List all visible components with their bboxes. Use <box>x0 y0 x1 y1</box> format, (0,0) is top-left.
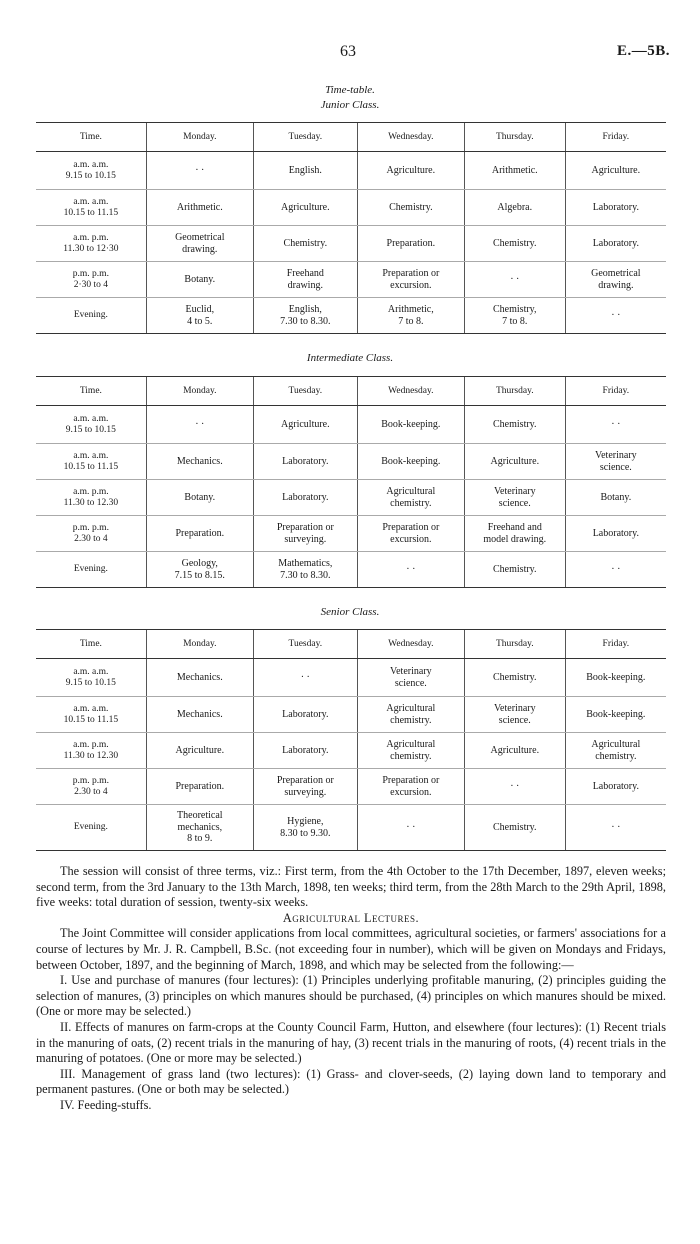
schedule-cell: · · <box>565 805 666 851</box>
table-row <box>36 769 666 805</box>
schedule-cell: Preparation or surveying. <box>253 769 357 805</box>
schedule-cell: English. <box>253 152 357 190</box>
schedule-cell: Geometrical drawing. <box>565 262 666 298</box>
schedule-cell: Hygiene, 8.30 to 9.30. <box>253 805 357 851</box>
column-header: Thursday. <box>464 630 565 659</box>
time-cell: p.m. p.m. 2.30 to 4 <box>36 516 146 552</box>
column-header: Tuesday. <box>253 630 357 659</box>
table-row <box>36 697 666 733</box>
column-header: Tuesday. <box>253 123 357 152</box>
table-row <box>36 516 666 552</box>
table-row <box>36 805 666 851</box>
schedule-cell: Mechanics. <box>146 697 253 733</box>
intermediate-class-caption: Intermediate Class. <box>306 352 394 364</box>
senior-class-table <box>36 629 666 851</box>
schedule-cell: Chemistry. <box>464 406 565 444</box>
schedule-cell: Theoretical mechanics, 8 to 9. <box>146 805 253 851</box>
document-reference: E.—5B. <box>616 43 670 59</box>
lecture-item-3: III. Management of grass land (two lectures): (1) Grass- and clover-seeds, (2) laying down land to temporary and permanent pastures. (One or both may be selected.) <box>36 1066 666 1097</box>
time-cell: p.m. p.m. 2.30 to 4 <box>36 769 146 805</box>
committee-paragraph: The Joint Committee will consider applications from local committees, agricultural societies, or farmers' associations for a course of lectures by Mr. J. R. Campbell, B.Sc. (not exceeding four in number), which will be given on Mondays and Fridays, between October, 1897, and the beginning of March, 1898, and which may be selected from the following:— <box>36 926 666 972</box>
schedule-cell: Laboratory. <box>253 480 357 516</box>
junior-class-caption: Junior Class. <box>320 99 380 111</box>
time-cell: a.m. a.m. 9.15 to 10.15 <box>36 659 146 697</box>
schedule-cell: Veterinary science. <box>464 480 565 516</box>
time-cell: a.m. p.m. 11.30 to 12.30 <box>36 733 146 769</box>
schedule-cell: · · <box>146 406 253 444</box>
schedule-cell: Freehand and model drawing. <box>464 516 565 552</box>
table-row <box>36 152 666 190</box>
column-header: Monday. <box>146 377 253 406</box>
table-row <box>36 444 666 480</box>
schedule-cell: Veterinary science. <box>357 659 464 697</box>
schedule-cell: Chemistry. <box>464 659 565 697</box>
schedule-cell: Preparation. <box>146 516 253 552</box>
time-cell: a.m. p.m. 11.30 to 12·30 <box>36 226 146 262</box>
table-row <box>36 190 666 226</box>
time-cell: a.m. a.m. 10.15 to 11.15 <box>36 444 146 480</box>
schedule-cell: Chemistry, 7 to 8. <box>464 298 565 334</box>
schedule-cell: Preparation or excursion. <box>357 262 464 298</box>
schedule-cell: Book-keeping. <box>565 659 666 697</box>
lecture-item-2: II. Effects of manures on farm-crops at the County Council Farm, Hutton, and elsewhere (four lectures): (1) Recent trials in the manuring of oats, (2) recent trials in the manuring of hay, (3) recent trials in the manuring of roots, (4) recent trials in the manuring of potatoes. (One or more may be selected.) <box>36 1019 666 1066</box>
schedule-cell: Agriculture. <box>464 733 565 769</box>
schedule-cell: Preparation. <box>357 226 464 262</box>
schedule-cell: Laboratory. <box>565 516 666 552</box>
time-cell: p.m. p.m. 2·30 to 4 <box>36 262 146 298</box>
column-header: Time. <box>36 630 146 659</box>
schedule-cell: · · <box>565 552 666 588</box>
schedule-cell: Agricultural chemistry. <box>357 733 464 769</box>
schedule-cell: · · <box>565 406 666 444</box>
table-row <box>36 480 666 516</box>
schedule-cell: Geometrical drawing. <box>146 226 253 262</box>
schedule-cell: Agricultural chemistry. <box>357 697 464 733</box>
schedule-cell: · · <box>464 769 565 805</box>
schedule-cell: Chemistry. <box>464 552 565 588</box>
schedule-cell: Chemistry. <box>464 226 565 262</box>
schedule-cell: Arithmetic, 7 to 8. <box>357 298 464 334</box>
schedule-cell: Laboratory. <box>253 697 357 733</box>
lecture-item-1: I. Use and purchase of manures (four lectures): (1) Principles underlying profitable manuring, (2) principles guiding the selection of manures, (3) principles on which manures should be purchased, (4) principles on which manures should be mixed. (One or more may be selected.) <box>36 973 666 1019</box>
time-cell: a.m. a.m. 9.15 to 10.15 <box>36 406 146 444</box>
timetable-title: Time-table. <box>325 84 375 96</box>
table-row <box>36 659 666 697</box>
time-cell: a.m. p.m. 11.30 to 12.30 <box>36 480 146 516</box>
column-header: Friday. <box>565 630 666 659</box>
schedule-cell: Agriculture. <box>464 444 565 480</box>
section-heading: Agricultural Lectures. <box>282 910 420 925</box>
column-header: Tuesday. <box>253 377 357 406</box>
column-header: Friday. <box>565 123 666 152</box>
schedule-cell: Book-keeping. <box>357 406 464 444</box>
schedule-cell: Arithmetic. <box>146 190 253 226</box>
table-row <box>36 298 666 334</box>
schedule-cell: · · <box>146 152 253 190</box>
schedule-cell: Arithmetic. <box>464 152 565 190</box>
column-header: Thursday. <box>464 123 565 152</box>
senior-class-caption: Senior Class. <box>320 606 380 618</box>
column-header: Monday. <box>146 123 253 152</box>
schedule-cell: Preparation or excursion. <box>357 769 464 805</box>
schedule-cell: Agriculture. <box>357 152 464 190</box>
column-header: Wednesday. <box>357 630 464 659</box>
page-number: 63 <box>340 43 356 60</box>
column-header: Wednesday. <box>357 123 464 152</box>
schedule-cell: Book-keeping. <box>565 697 666 733</box>
column-header: Time. <box>36 123 146 152</box>
schedule-cell: Botany. <box>146 262 253 298</box>
schedule-cell: Preparation. <box>146 769 253 805</box>
schedule-cell: Laboratory. <box>253 733 357 769</box>
table-row <box>36 552 666 588</box>
time-cell: Evening. <box>36 805 146 851</box>
table-row <box>36 406 666 444</box>
session-paragraph: The session will consist of three terms, viz.: First term, from the 4th October to the 17th December, 1897, eleven weeks; second term, from the 3rd January to the 13th March, 1898, ten weeks; third term, from the 28th March to the 29th April, 1898, five weeks: total duration of session, twenty-six weeks. <box>36 864 666 910</box>
schedule-cell: Agriculture. <box>253 190 357 226</box>
schedule-cell: Agricultural chemistry. <box>357 480 464 516</box>
time-cell: a.m. a.m. 10.15 to 11.15 <box>36 190 146 226</box>
schedule-cell: Mathematics, 7.30 to 8.30. <box>253 552 357 588</box>
schedule-cell: · · <box>565 298 666 334</box>
schedule-cell: Chemistry. <box>357 190 464 226</box>
schedule-cell: Chemistry. <box>464 805 565 851</box>
time-cell: Evening. <box>36 552 146 588</box>
table-row <box>36 226 666 262</box>
schedule-cell: Book-keeping. <box>357 444 464 480</box>
column-header: Monday. <box>146 630 253 659</box>
schedule-cell: Geology, 7.15 to 8.15. <box>146 552 253 588</box>
schedule-cell: Agricultural chemistry. <box>565 733 666 769</box>
schedule-cell: · · <box>464 262 565 298</box>
time-cell: a.m. a.m. 10.15 to 11.15 <box>36 697 146 733</box>
table-header-row <box>36 377 666 406</box>
schedule-cell: Preparation or excursion. <box>357 516 464 552</box>
table-row <box>36 733 666 769</box>
schedule-cell: Laboratory. <box>253 444 357 480</box>
table-header-row <box>36 630 666 659</box>
schedule-cell: Botany. <box>146 480 253 516</box>
column-header: Friday. <box>565 377 666 406</box>
body-text <box>36 864 666 1114</box>
table-row <box>36 262 666 298</box>
schedule-cell: · · <box>253 659 357 697</box>
column-header: Wednesday. <box>357 377 464 406</box>
junior-class-table <box>36 122 666 334</box>
page-header <box>0 43 700 67</box>
column-header: Thursday. <box>464 377 565 406</box>
schedule-cell: Agriculture. <box>565 152 666 190</box>
schedule-cell: Mechanics. <box>146 444 253 480</box>
schedule-cell: Botany. <box>565 480 666 516</box>
schedule-cell: Chemistry. <box>253 226 357 262</box>
schedule-cell: Euclid, 4 to 5. <box>146 298 253 334</box>
schedule-cell: Veterinary science. <box>464 697 565 733</box>
schedule-cell: Agriculture. <box>146 733 253 769</box>
schedule-cell: Laboratory. <box>565 226 666 262</box>
schedule-cell: English, 7.30 to 8.30. <box>253 298 357 334</box>
schedule-cell: Veterinary science. <box>565 444 666 480</box>
schedule-cell: · · <box>357 805 464 851</box>
lecture-item-4: IV. Feeding-stuffs. <box>60 1097 152 1112</box>
schedule-cell: Algebra. <box>464 190 565 226</box>
time-cell: Evening. <box>36 298 146 334</box>
table-header-row <box>36 123 666 152</box>
schedule-cell: Laboratory. <box>565 190 666 226</box>
column-header: Time. <box>36 377 146 406</box>
schedule-cell: Agriculture. <box>253 406 357 444</box>
schedule-cell: · · <box>357 552 464 588</box>
schedule-cell: Mechanics. <box>146 659 253 697</box>
schedule-cell: Laboratory. <box>565 769 666 805</box>
schedule-cell: Preparation or surveying. <box>253 516 357 552</box>
time-cell: a.m. a.m. 9.15 to 10.15 <box>36 152 146 190</box>
intermediate-class-table <box>36 376 666 588</box>
schedule-cell: Freehand drawing. <box>253 262 357 298</box>
